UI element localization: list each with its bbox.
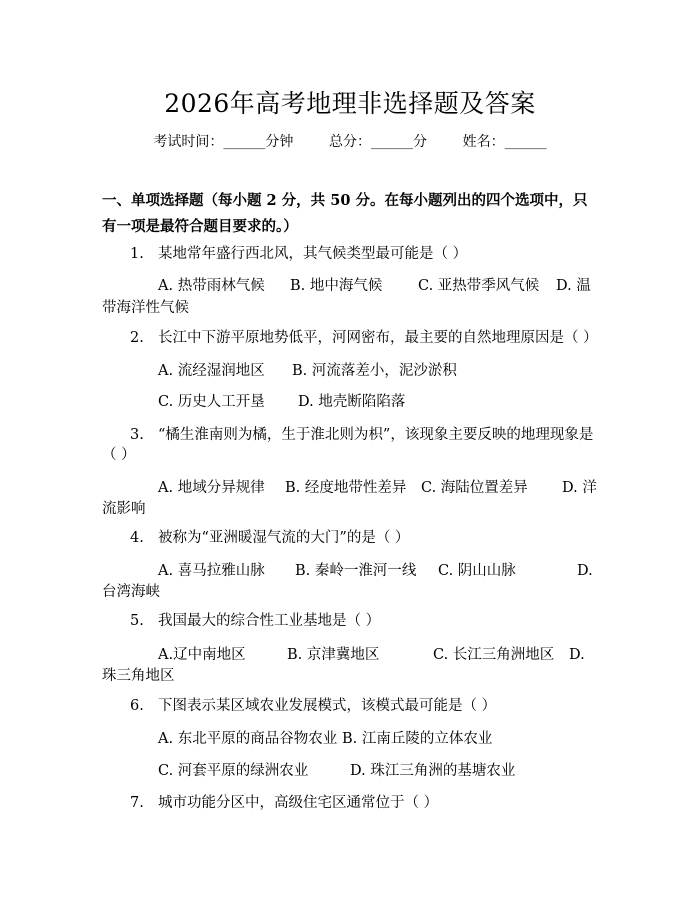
- option-d: D.: [577, 563, 593, 579]
- option-c: C. 亚热带季风气候: [418, 278, 540, 294]
- option-a: A. 地域分异规律: [158, 480, 265, 496]
- page-title: 2026年高考地理非选择题及答案: [164, 89, 536, 118]
- option-b: B. 经度地带性差异: [285, 480, 407, 496]
- option-d: D. 地壳断陷陷落: [298, 394, 406, 410]
- question-6-options-row-1: [158, 729, 492, 749]
- question-7: [130, 793, 438, 813]
- option-d-continuation: 珠三角地区: [102, 668, 175, 684]
- option-b: B. 京津冀地区: [287, 647, 380, 663]
- option-c: C. 阴山山脉: [438, 563, 516, 579]
- question-4: [130, 528, 409, 548]
- question-stem: “橘生淮南则为橘，生于淮北则为枳”，该现象主要反映的地理现象是: [158, 427, 594, 443]
- question-number: 5.: [130, 613, 144, 629]
- question-number: 4.: [130, 530, 144, 546]
- question-3-stem-continuation: （ ）: [102, 447, 136, 463]
- question-stem: 我国最大的综合性工业基地是（ ）: [158, 613, 381, 629]
- option-c: C. 河套平原的绿洲农业: [158, 763, 309, 779]
- name-field: 姓名：______: [462, 134, 547, 150]
- question-stem: 下图表示某区域农业发展模式，该模式最可能是（ ）: [158, 698, 497, 714]
- question-number: 7.: [130, 795, 144, 811]
- option-a: A. 流经湿润地区: [158, 363, 265, 379]
- question-number: 3.: [130, 427, 144, 443]
- question-5-options: [158, 645, 585, 665]
- option-b: B. 地中海气候: [290, 278, 383, 294]
- option-d: D. 珠江三角洲的基塘农业: [350, 763, 516, 779]
- question-number: 6.: [130, 698, 144, 714]
- option-b: B. 河流落差小，泥沙淤积: [292, 363, 457, 379]
- question-2: [130, 328, 598, 348]
- option-c: C. 历史人工开垦: [158, 394, 265, 410]
- question-3-options: [158, 478, 597, 498]
- question-stem: 城市功能分区中，高级住宅区通常位于（ ）: [158, 795, 439, 811]
- option-d: D. 温: [556, 278, 591, 294]
- question-4-options: [158, 561, 593, 581]
- option-b: B. 江南丘陵的立体农业: [342, 731, 493, 747]
- option-b: B. 秦岭一淮河一线: [295, 563, 417, 579]
- option-c: C. 海陆位置差异: [421, 480, 528, 496]
- option-a: A.辽中南地区: [158, 647, 246, 663]
- question-stem: 某地常年盛行西北风，其气候类型最可能是（ ）: [158, 246, 468, 262]
- option-a: A. 热带雨林气候: [158, 278, 265, 294]
- option-a: A. 东北平原的商品谷物农业: [158, 731, 338, 747]
- question-number: 1.: [130, 246, 144, 262]
- section-heading: 一、单项选择题（每小题 2 分，共 50 分。在每小题列出的四个选项中，只有一项是最符合题目要求的。）: [102, 192, 588, 235]
- question-3: [130, 425, 593, 445]
- question-6-options-row-2: [158, 761, 515, 781]
- option-d-continuation: 带海洋性气候: [102, 300, 189, 316]
- option-d-continuation: 流影响: [102, 501, 146, 517]
- option-a: A. 喜马拉雅山脉: [158, 563, 265, 579]
- question-1-options: [158, 276, 591, 296]
- question-2-options-row-1: [158, 361, 457, 381]
- option-d-continuation: 台湾海峡: [102, 584, 160, 600]
- total-score-field: 总分：______分: [329, 134, 427, 150]
- question-5: [130, 611, 380, 631]
- question-number: 2.: [130, 330, 144, 346]
- exam-info-line: [0, 131, 700, 151]
- option-c: C. 长江三角洲地区: [433, 647, 555, 663]
- question-2-options-row-2: [158, 392, 405, 412]
- question-1: [130, 244, 467, 264]
- option-d: D.: [569, 647, 585, 663]
- question-6: [130, 696, 496, 716]
- option-d: D. 洋: [562, 480, 597, 496]
- question-stem: 被称为“亚洲暖湿气流的大门”的是（ ）: [158, 530, 410, 546]
- exam-time-field: 考试时间：______分钟: [153, 134, 294, 150]
- question-stem: 长江中下游平原地势低平，河网密布，最主要的自然地理原因是（ ）: [158, 330, 598, 346]
